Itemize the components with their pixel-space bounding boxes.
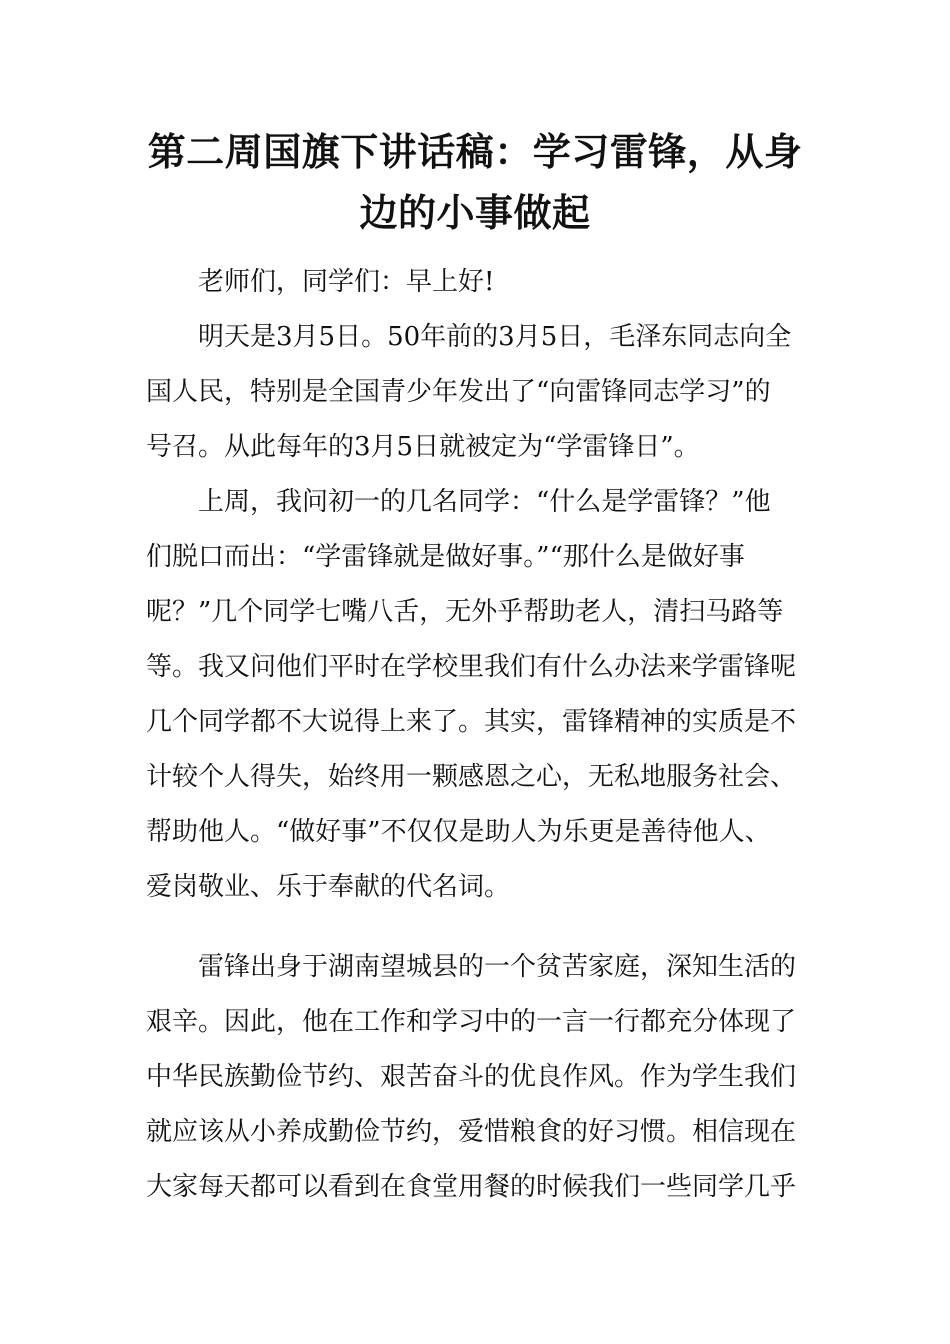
document-title: 第二周国旗下讲话稿：学习雷锋，从身边的小事做起 [147,130,803,235]
text-line: 等。我又问他们平时在学校里我们有什么办法来学雷锋呢 [146,652,797,682]
text-line: 计较个人得失，始终用一颗感恩之心，无私地服务社会、 [146,762,797,792]
text-line: 上周，我问初一的几名同学：“什么是学雷锋？”他 [198,487,771,517]
text-line: 们脱口而出：“学雷锋就是做好事。”“那什么是做好事 [146,542,745,572]
text-line: 国人民，特别是全国青少年发出了“向雷锋同志学习”的 [146,377,771,407]
paragraph [146,940,806,1215]
paragraph [146,310,806,475]
text-line: 爱岗敬业、乐于奉献的代名词。 [146,872,511,902]
text-line: 雷锋出身于湖南望城县的一个贫苦家庭，深知生活的 [198,952,797,982]
text-line: 几个同学都不大说得上来了。其实，雷锋精神的实质是不 [146,707,797,737]
text-line: 呢？”几个同学七嘴八舌，无外乎帮助老人，清扫马路等 [146,597,784,627]
text-line: 就应该从小养成勤俭节约，爱惜粮食的好习惯。相信现在 [146,1117,797,1147]
text-line: 帮助他人。“做好事”不仅仅是助人为乐更是善待他人、 [146,817,771,847]
text-line: 老师们，同学们：早上好! [198,267,495,297]
text-line: 号召。从此每年的3月5日就被定为“学雷锋日”。 [146,432,700,462]
text-line: 中华民族勤俭节约、艰苦奋斗的优良作风。作为学生我们 [146,1062,797,1092]
paragraph [146,255,806,310]
text-line: 大家每天都可以看到在食堂用餐的时候我们一些同学几乎 [146,1172,797,1202]
paragraph [146,475,806,915]
document-body [146,255,806,1215]
text-line: 明天是3月5日。50年前的3月5日，毛泽东同志向全 [198,322,792,352]
text-line: 艰辛。因此，他在工作和学习中的一言一行都充分体现了 [146,1007,797,1037]
